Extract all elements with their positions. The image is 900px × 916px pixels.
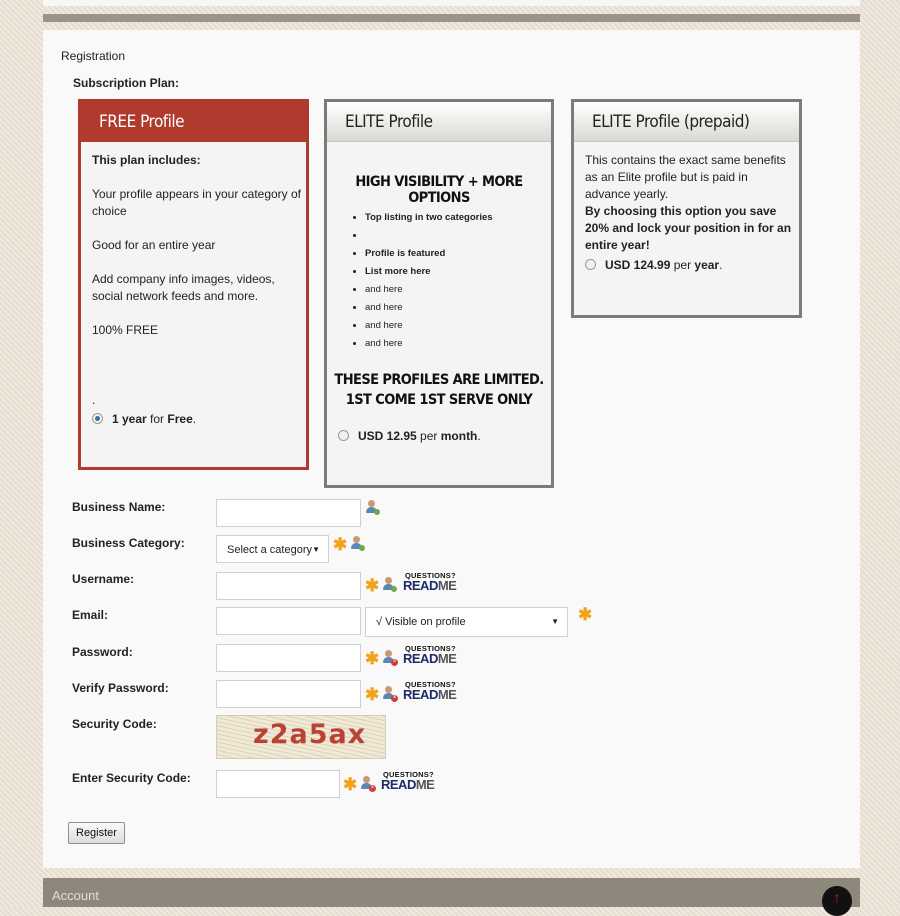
arrow-up-icon: ↑	[833, 889, 841, 905]
security-code-input[interactable]	[216, 770, 340, 798]
plan-prepaid-savings: By choosing this option you save 20% and lock your position in for an entire year!	[585, 204, 792, 252]
user-error-icon: ×	[382, 650, 395, 664]
email-input[interactable]	[216, 607, 361, 635]
verify-password-label: Verify Password:	[72, 681, 169, 695]
scroll-top-button[interactable]	[822, 886, 852, 916]
plan-elite-title: ELITE Profile	[327, 102, 551, 142]
list-item: • and here	[365, 299, 493, 317]
plan-free-card[interactable]	[78, 99, 309, 470]
user-error-icon: ×	[382, 686, 395, 700]
plan-free-includes: This plan includes:	[92, 153, 201, 167]
user-ok-icon	[382, 577, 395, 591]
list-item: • and here	[365, 335, 493, 353]
required-star-icon: ✱	[365, 576, 380, 595]
readme-help-link[interactable]: QUESTIONS? README	[403, 680, 457, 702]
required-star-icon: ✱	[343, 775, 358, 794]
list-item: • and here	[365, 281, 493, 299]
header-bar	[43, 14, 860, 22]
email-label: Email:	[72, 608, 109, 622]
user-error-icon: ×	[360, 776, 373, 790]
plan-free-radio[interactable]	[92, 413, 103, 424]
plan-elite-option[interactable]: USD 12.95 per month.	[358, 429, 481, 443]
plan-free-line2: Good for an entire year	[92, 238, 216, 252]
plan-free-option[interactable]: 1 year for Free.	[112, 412, 197, 426]
list-item: • List more here	[365, 263, 493, 281]
business-category-select[interactable]	[216, 535, 329, 563]
verify-password-input[interactable]	[216, 680, 361, 708]
plan-prepaid-description: This contains the exact same benefits as an Elite profile but is paid in advance yearly.	[585, 153, 786, 201]
page-title: Registration	[61, 49, 126, 63]
plan-elite-headline: HIGH VISIBILITY + MORE OPTIONS	[355, 174, 523, 206]
security-code-label: Security Code:	[72, 717, 157, 731]
plan-prepaid-title: ELITE Profile (prepaid)	[574, 102, 799, 142]
plan-elite-radio[interactable]	[338, 430, 349, 441]
subscription-plan-label: Subscription Plan:	[73, 76, 180, 90]
email-visibility-select[interactable]	[365, 607, 568, 637]
plan-elite-features	[351, 209, 493, 353]
list-item: • and here	[365, 317, 493, 335]
email-visibility-value: √ Visible on profile	[376, 616, 466, 628]
required-star-icon: ✱	[365, 685, 380, 704]
plan-prepaid-option[interactable]: USD 124.99 per year.	[605, 258, 723, 272]
account-label[interactable]: Account	[52, 888, 99, 903]
password-input[interactable]	[216, 644, 361, 672]
required-star-icon: ✱	[578, 605, 593, 624]
chevron-down-icon: ▼	[312, 545, 320, 554]
username-label: Username:	[72, 572, 135, 586]
readme-help-link[interactable]: QUESTIONS? README	[403, 644, 457, 666]
username-input[interactable]	[216, 572, 361, 600]
user-ok-icon	[350, 536, 363, 550]
readme-help-link[interactable]: QUESTIONS? README	[381, 770, 435, 792]
business-category-label: Business Category:	[72, 536, 185, 550]
list-item	[365, 227, 493, 245]
captcha-image	[216, 715, 386, 759]
business-category-value: Select a category	[227, 544, 312, 556]
readme-help-link[interactable]: QUESTIONS? README	[403, 571, 457, 593]
plan-prepaid-card[interactable]	[571, 99, 802, 318]
plan-prepaid-radio[interactable]	[585, 259, 596, 270]
top-strip	[43, 0, 860, 6]
enter-security-code-label: Enter Security Code:	[72, 771, 191, 785]
user-ok-icon	[365, 500, 378, 514]
account-footer	[43, 878, 860, 907]
list-item: • Profile is featured	[365, 245, 493, 263]
plan-elite-card[interactable]	[324, 99, 554, 488]
plan-free-title: FREE Profile	[81, 102, 306, 142]
business-name-label: Business Name:	[72, 500, 166, 514]
list-item: • Top listing in two categories	[365, 209, 493, 227]
plan-free-dot: .	[92, 393, 96, 407]
required-star-icon: ✱	[365, 649, 380, 668]
captcha-text: z2a5ax	[253, 719, 367, 750]
plan-elite-limited: THESE PROFILES ARE LIMITED. 1ST COME 1ST SERVE ONLY	[334, 372, 544, 408]
password-label: Password:	[72, 645, 133, 659]
business-name-input[interactable]	[216, 499, 361, 527]
plan-free-line3: Add company info images, videos, social network feeds and more.	[92, 272, 275, 303]
register-button[interactable]: Register	[68, 822, 125, 844]
chevron-down-icon: ▼	[551, 617, 559, 626]
plan-free-line1: Your profile appears in your category of choice	[92, 187, 302, 218]
registration-panel	[43, 30, 860, 868]
plan-free-line4: 100% FREE	[92, 323, 159, 337]
required-star-icon: ✱	[333, 535, 348, 554]
